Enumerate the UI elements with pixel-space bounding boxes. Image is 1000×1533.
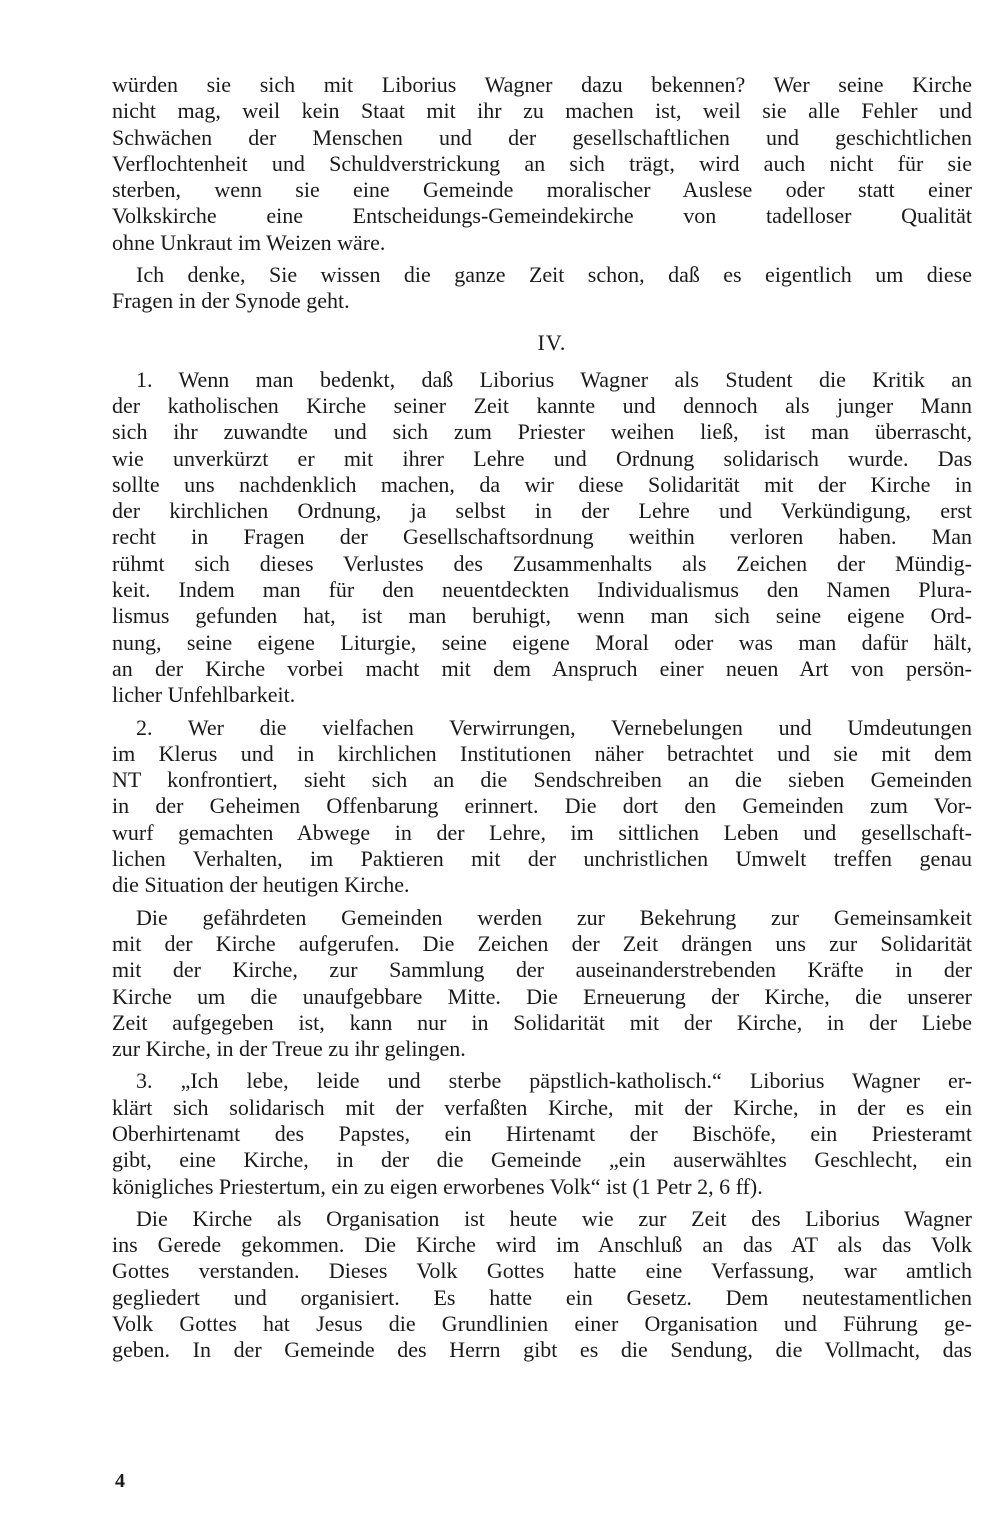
- text-line: sich ihr zuwandte und sich zum Priester weihen ließ, ist man überrascht,: [112, 419, 972, 445]
- text-line: Die Kirche als Organisation ist heute wie zur Zeit des Liborius Wagner: [136, 1205, 972, 1231]
- paragraph: [112, 715, 972, 899]
- text-line: licher Unfehlbarkeit.: [112, 682, 296, 708]
- text-line: zur Kirche, in der Treue zu ihr gelingen.: [112, 1036, 466, 1062]
- text-line: Kirche um die unaufgebbare Mitte. Die Erneuerung der Kirche, die unserer: [112, 983, 972, 1009]
- text-line: der katholischen Kirche seiner Zeit kannte und dennoch als junger Mann: [112, 392, 972, 418]
- text-line: gegliedert und organisiert. Es hatte ein Gesetz. Dem neutestamentlichen: [112, 1284, 972, 1310]
- text-line: Schwächen der Menschen und der gesellschaftlichen und geschichtlichen: [112, 124, 972, 150]
- text-line: in der Geheimen Offenbarung erinnert. Die dort den Gemeinden zum Vor-: [112, 793, 972, 819]
- text-line: 3. „Ich lebe, leide und sterbe päpstlich-katholisch.“ Liborius Wagner er-: [136, 1068, 972, 1094]
- text-line: an der Kirche vorbei macht mit dem Anspruch einer neuen Art von persön-: [112, 655, 972, 681]
- text-line: wurf gemachten Abwege in der Lehre, im sittlichen Leben und gesellschaft-: [112, 819, 972, 845]
- text-line: keit. Indem man für den neuentdeckten Individualismus den Namen Plura-: [112, 577, 972, 603]
- text-line: ins Gerede gekommen. Die Kirche wird im Anschluß an das AT als das Volk: [112, 1232, 972, 1258]
- text-line: Verflochtenheit und Schuldverstrickung an sich trägt, wird auch nicht für sie: [112, 150, 972, 176]
- paragraph: [112, 367, 972, 709]
- text-line: NT konfrontiert, sieht sich an die Sendschreiben an die sieben Gemeinden: [112, 767, 972, 793]
- text-line: Die gefährdeten Gemeinden werden zur Bekehrung zur Gemeinsamkeit: [136, 904, 972, 930]
- text-line: die Situation der heutigen Kirche.: [112, 872, 410, 898]
- text-line: 1. Wenn man bedenkt, daß Liborius Wagner als Student die Kritik an: [136, 366, 972, 392]
- text-line: lismus gefunden hat, ist man beruhigt, wenn man sich seine eigene Ord-: [112, 603, 972, 629]
- paragraph: [112, 1068, 972, 1199]
- page-number: 4: [115, 1470, 125, 1492]
- text-line: Volk Gottes hat Jesus die Grundlinien einer Organisation und Führung ge-: [112, 1311, 972, 1337]
- text-line: gibt, eine Kirche, in der die Gemeinde „ein auserwähltes Geschlecht, ein: [112, 1147, 972, 1173]
- text-line: sollte uns nachdenklich machen, da wir diese Solidarität mit der Kirche in: [112, 471, 972, 497]
- text-line: wie unverkürzt er mit ihrer Lehre und Ordnung solidarisch wurde. Das: [112, 445, 972, 471]
- text-line: geben. In der Gemeinde des Herrn gibt es die Sendung, die Vollmacht, das: [112, 1337, 972, 1363]
- text-line: der kirchlichen Ordnung, ja selbst in der Lehre und Verkündigung, erst: [112, 498, 972, 524]
- text-line: Zeit aufgegeben ist, kann nur in Solidarität mit der Kirche, in der Liebe: [112, 1009, 972, 1035]
- text-line: klärt sich solidarisch mit der verfaßten Kirche, mit der Kirche, in der es ein: [112, 1094, 972, 1120]
- text-line: ohne Unkraut im Weizen wäre.: [112, 229, 386, 255]
- text-line: mit der Kirche aufgerufen. Die Zeichen der Zeit drängen uns zur Solidarität: [112, 930, 972, 956]
- page-body: [112, 72, 972, 1370]
- paragraph: [112, 72, 972, 256]
- text-line: königliches Priestertum, ein zu eigen erworbenes Volk“ ist (1 Petr 2, 6 ff).: [112, 1173, 763, 1199]
- text-line: 2. Wer die vielfachen Verwirrungen, Vernebelungen und Umdeutungen: [136, 714, 972, 740]
- text-block-bottom: [112, 367, 972, 1364]
- text-line: im Klerus und in kirchlichen Institutionen näher betrachtet und sie mit dem: [112, 740, 972, 766]
- text-line: sterben, wenn sie eine Gemeinde moralischer Auslese oder statt einer: [112, 177, 972, 203]
- text-line: Gottes verstanden. Dieses Volk Gottes hatte eine Verfassung, war amtlich: [112, 1258, 972, 1284]
- paragraph: [112, 1206, 972, 1364]
- text-line: würden sie sich mit Liborius Wagner dazu bekennen? Wer seine Kirche: [112, 72, 972, 97]
- text-line: mit der Kirche, zur Sammlung der auseinanderstrebenden Kräfte in der: [112, 957, 972, 983]
- text-line: recht in Fragen der Gesellschaftsordnung weithin verloren haben. Man: [112, 524, 972, 550]
- text-line: Fragen in der Synode geht.: [112, 288, 350, 314]
- text-line: rühmt sich dieses Verlustes des Zusammenhalts als Zeichen der Mündig-: [112, 550, 972, 576]
- paragraph: [112, 262, 972, 315]
- text-line: lichen Verhalten, im Paktieren mit der unchristlichen Umwelt treffen genau: [112, 846, 972, 872]
- section-heading: IV.: [537, 329, 567, 355]
- text-line: Oberhirtenamt des Papstes, ein Hirtenamt der Bischöfe, ein Priesteramt: [112, 1120, 972, 1146]
- paragraph: [112, 905, 972, 1063]
- text-block-top: [112, 72, 972, 315]
- text-line: nicht mag, weil kein Staat mit ihr zu machen ist, weil sie alle Fehler und: [112, 98, 972, 124]
- text-line: Ich denke, Sie wissen die ganze Zeit schon, daß es eigentlich um diese: [136, 262, 972, 288]
- text-line: Volkskirche eine Entscheidungs-Gemeindekirche von tadelloser Qualität: [112, 203, 972, 229]
- text-line: nung, seine eigene Liturgie, seine eigene Moral oder was man dafür hält,: [112, 629, 972, 655]
